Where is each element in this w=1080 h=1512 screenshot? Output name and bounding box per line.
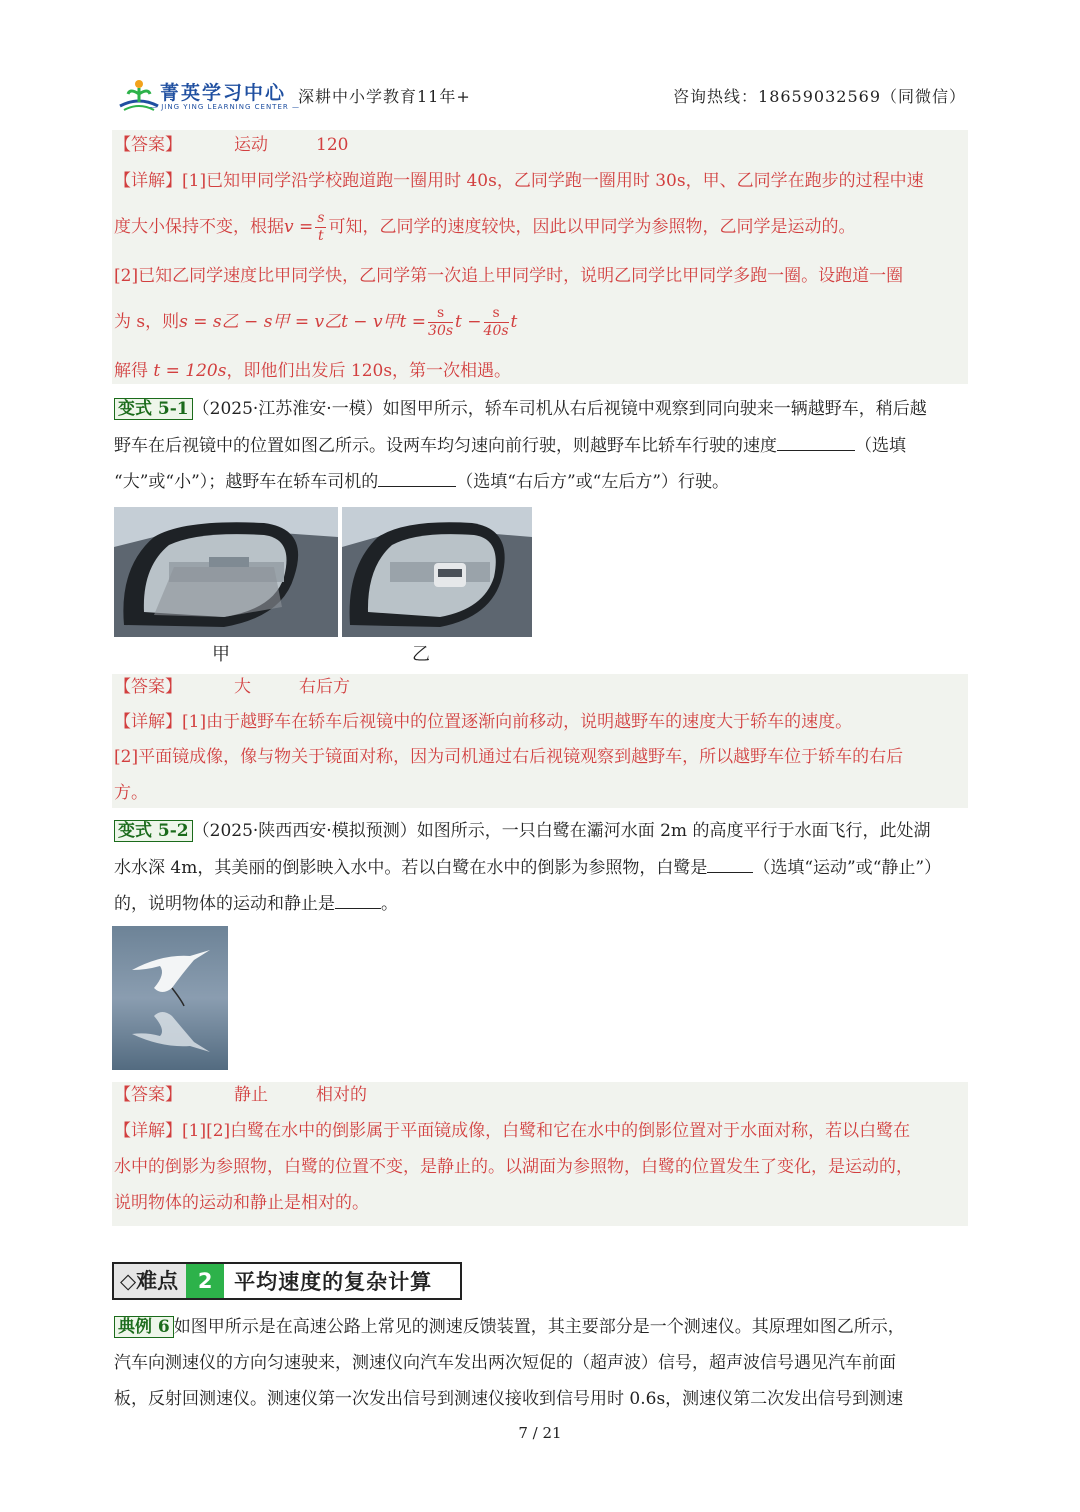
question-tag: 变式 5-1	[114, 398, 193, 420]
question-5-1-line: “大”或“小”）；越野车在轿车司机的 （选填“右后方”或“左后方”）行驶。	[114, 472, 730, 492]
answer-blank	[707, 872, 753, 873]
question-5-2-line: 水水深 4m，其美丽的倒影映入水中。若以白鹭在水中的倒影为参照物，白鹭是 （选填“运动”或“静止”）	[114, 858, 942, 878]
detail-line: [2]已知乙同学速度比甲同学快，乙同学第一次追上甲同学时，说明乙同学比甲同学多跑一圈。设跑道一圈	[114, 266, 904, 286]
answer-blank	[378, 486, 456, 487]
section-label: ◇难点	[114, 1264, 186, 1298]
header-slogan: 深耕中小学教育11年+	[298, 87, 471, 106]
example-tag: 典例 6	[114, 1316, 174, 1338]
example-6-line: 汽车向测速仪的方向匀速驶来，测速仪向汽车发出两次短促的（超声波）信号，超声波信号遇见汽车前面	[114, 1353, 896, 1373]
detail-line: 为 s，则s = s乙 − s甲 = v乙t − v甲t = $\frac{s}{30s}$ t − $\frac{s}{40s}$ t	[114, 305, 518, 339]
detail-line: 度大小保持不变，根据v = $\frac{s}{t}$ 可知，乙同学的速度较快，因此以甲同学为参照物，乙同学是运动的。	[114, 210, 856, 244]
example-6-line: 典例 6 如图甲所示是在高速公路上常见的测速反馈装置，其主要部分是一个测速仪。其原理如图乙所示，	[114, 1316, 905, 1338]
detail-line: [2]平面镜成像，像与物关于镜面对称，因为司机通过右后视镜观察到越野车，所以越野车位于轿车的右后	[114, 747, 904, 767]
detail-line: 说明物体的运动和静止是相对的。	[114, 1193, 369, 1213]
answer-blank	[777, 450, 855, 451]
egret-image	[112, 926, 228, 1070]
question-tag: 变式 5-2	[114, 820, 193, 842]
detail-line: 水中的倒影为参照物，白鹭的位置不变，是静止的。以湖面为参照物，白鹭的位置发生了变化，是运动的，	[114, 1157, 913, 1177]
section-heading	[112, 1262, 462, 1300]
detail-line: 方。	[114, 783, 148, 803]
caption-jia: 甲	[212, 644, 230, 665]
example-6-line: 板，反射回测速仪。测速仪第一次发出信号到测速仪接收到信号用时 0.6s，测速仪第二次发出信号到测速	[114, 1389, 904, 1409]
header-hotline: 咨询热线：18659032569（同微信）	[673, 87, 966, 106]
answer-block-1	[112, 130, 968, 384]
answer-line: 【答案】 运动 120	[114, 135, 349, 155]
question-5-1-line: 野车在后视镜中的位置如图乙所示。设两车均匀速向前行驶，则越野车比轿车行驶的速度 （选填	[114, 436, 906, 456]
mirror-image-a	[114, 507, 338, 637]
question-5-2-line: 变式 5-2 （2025·陕西西安·模拟预测）如图所示，一只白鹭在灞河水面 2m 的高度平行于水面飞行，此处湖	[114, 820, 930, 842]
mirror-image-b	[342, 507, 532, 637]
section-number: 2	[186, 1264, 224, 1298]
detail-line: 【详解】[1]已知甲同学沿学校跑道跑一圈用时 40s，乙同学跑一圈用时 30s，甲、乙同学在跑步的过程中速	[114, 171, 924, 191]
detail-line: 【详解】[1][2]白鹭在水中的倒影属于平面镜成像，白鹭和它在水中的倒影位置对于水面对称，若以白鹭在	[114, 1121, 911, 1141]
question-5-2-line: 的，说明物体的运动和静止是 。	[114, 894, 398, 914]
logo-subtext: — JING YING LEARNING CENTER —	[150, 103, 300, 111]
section-title: 平均速度的复杂计算	[234, 1270, 433, 1294]
detail-line: 【详解】[1]由于越野车在轿车后视镜中的位置逐渐向前移动，说明越野车的速度大于轿车的速度。	[114, 712, 853, 732]
question-5-1-line: 变式 5-1 （2025·江苏淮安·一模）如图甲所示，轿车司机从右后视镜中观察到同向驶来一辆越野车，稍后越	[114, 398, 927, 420]
answer-blank	[335, 908, 381, 909]
page-number: 7 / 21	[518, 1424, 562, 1442]
detail-line: 解得 t = 120s，即他们出发后 120s，第一次相遇。	[114, 361, 512, 381]
answer-line: 【答案】 静止 相对的	[114, 1085, 367, 1105]
caption-yi: 乙	[412, 644, 430, 665]
answer-line: 【答案】 大 右后方	[114, 677, 350, 697]
logo-text: 菁英学习中心	[160, 82, 287, 104]
